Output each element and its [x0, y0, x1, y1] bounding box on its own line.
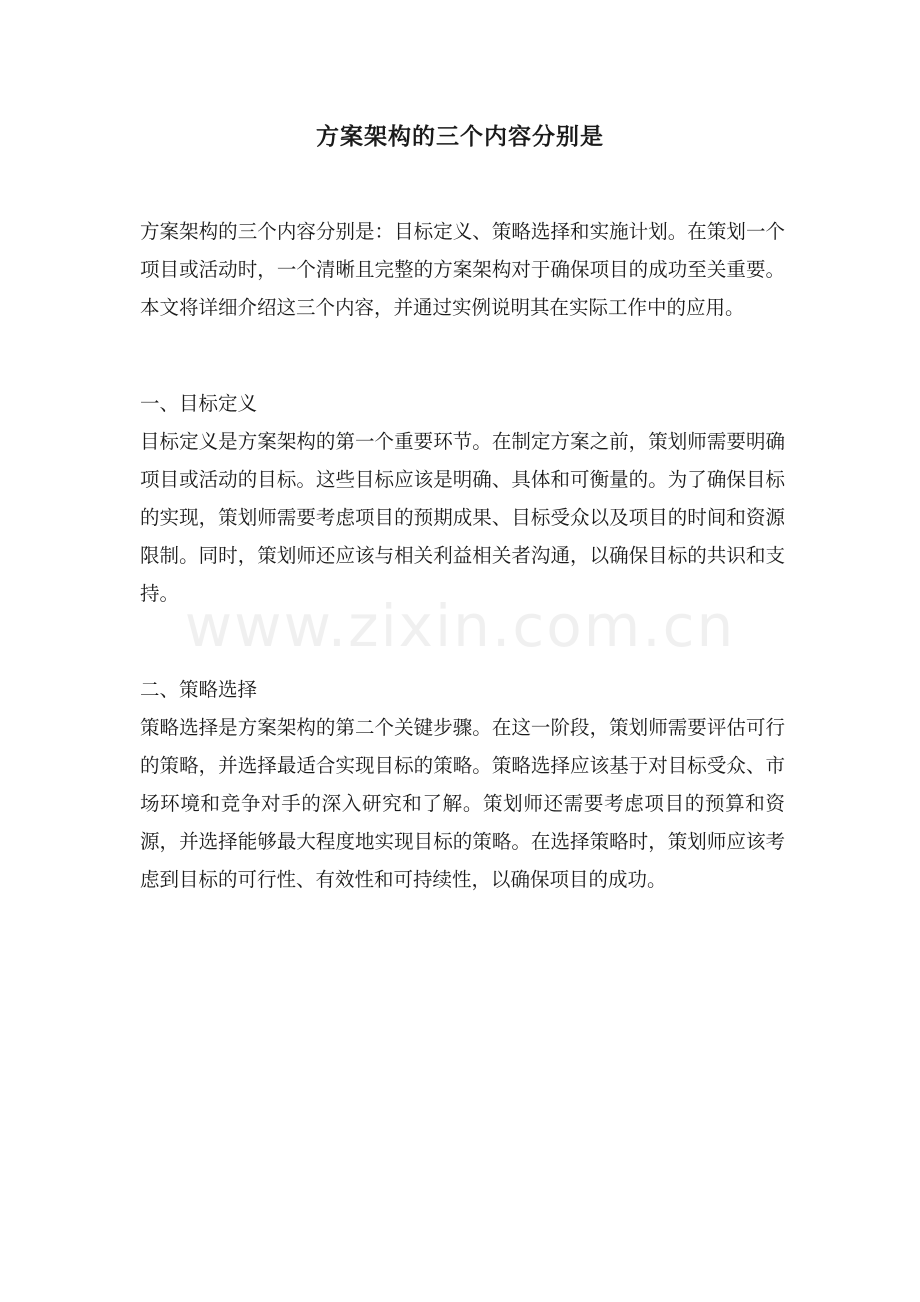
document-body	[140, 213, 785, 899]
section-body-strategy-selection: 策略选择是方案架构的第二个关键步骤。在这一阶段，策划师需要评估可行的策略，并选择最适合实现目标的策略。策略选择应该基于对目标受众、市场环境和竞争对手的深入研究和了解。策划师还需要考虑项目的预算和资源，并选择能够最大程度地实现目标的策略。在选择策略时，策划师应该考虑到目标的可行性、有效性和可持续性，以确保项目的成功。	[140, 716, 785, 891]
page-title: 方案架构的三个内容分别是	[316, 123, 604, 150]
section-heading-goal-definition: 一、目标定义	[140, 392, 258, 415]
section-heading-strategy-selection: 二、策略选择	[140, 678, 258, 701]
intro-paragraph: 方案架构的三个内容分别是：目标定义、策略选择和实施计划。在策划一个项目或活动时，一个清晰且完整的方案架构对于确保项目的成功至关重要。本文将详细介绍这三个内容，并通过实例说明其在实际工作中的应用。	[140, 220, 785, 319]
watermark: www.zixin.com.cn	[184, 592, 736, 660]
section-body-goal-definition: 目标定义是方案架构的第一个重要环节。在制定方案之前，策划师需要明确项目或活动的目标。这些目标应该是明确、具体和可衡量的。为了确保目标的实现，策划师需要考虑项目的预期成果、目标受众以及项目的时间和资源限制。同时，策划师还应该与相关利益相关者沟通，以确保目标的共识和支持。	[140, 430, 785, 605]
